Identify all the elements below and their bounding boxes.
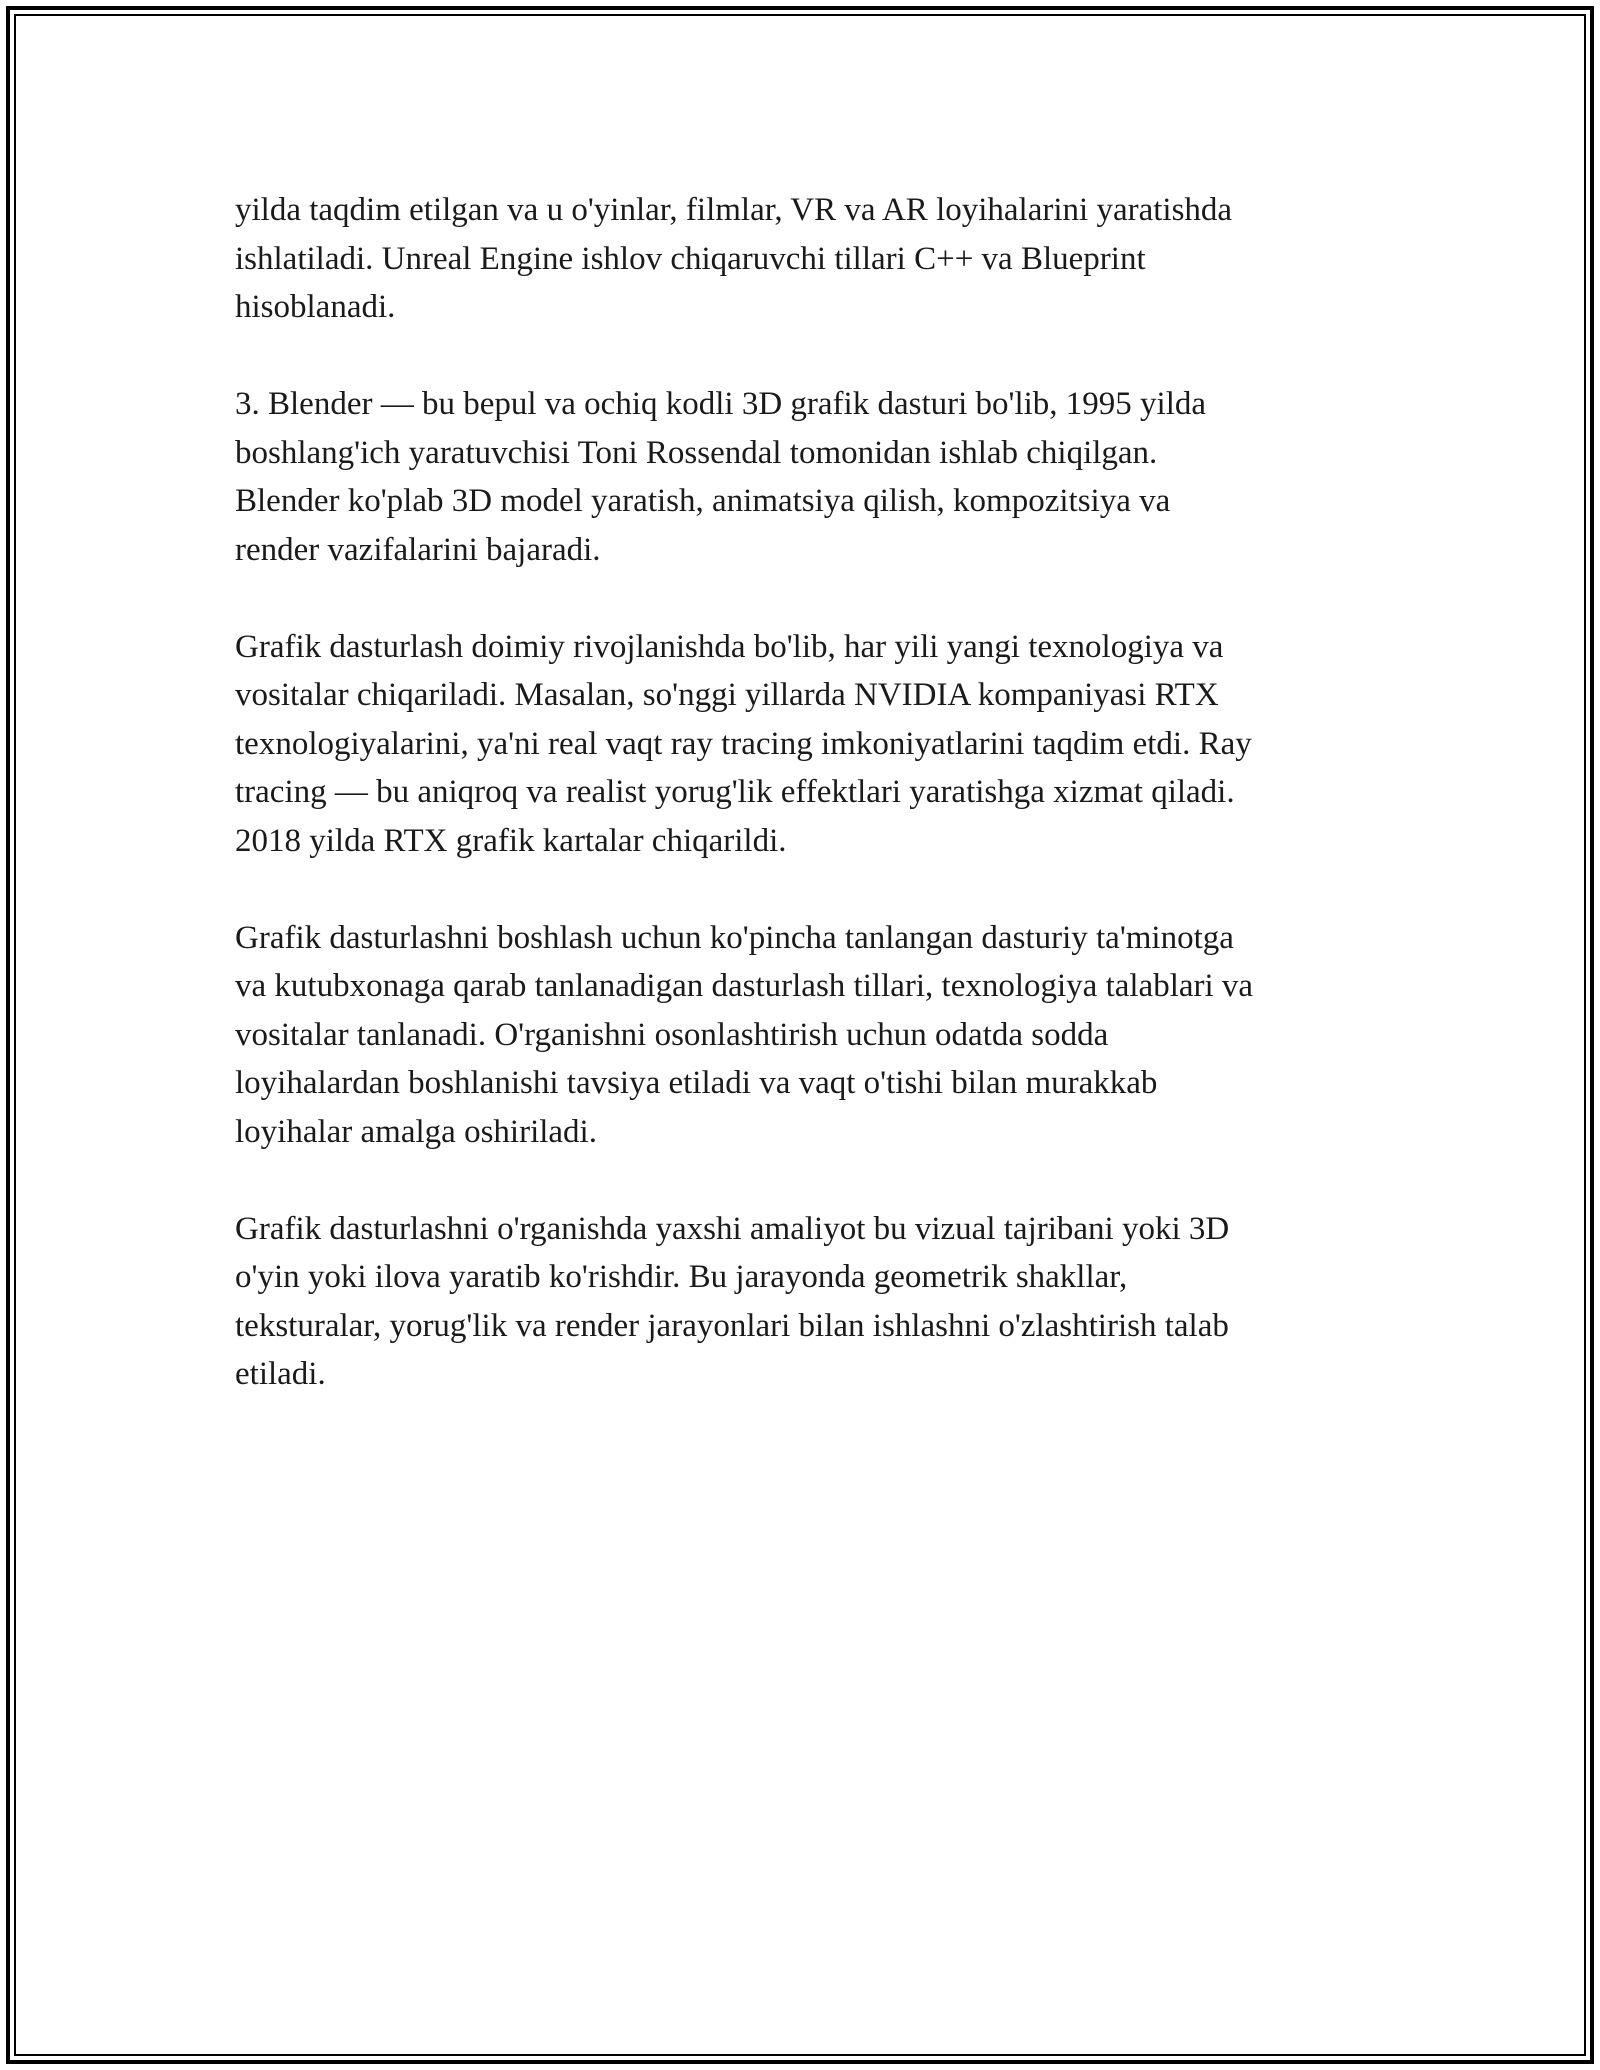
paragraph-rtx-ray-tracing: Grafik dasturlash doimiy rivojlanishda bo'lib, har yili yangi texnologiya va vositalar chiqariladi. Masalan, so'nggi yillarda NVIDIA kompaniyasi RTX texnologiyalarini, ya'ni real vaqt ray tracing imkoniyatlarini taqdim etdi. Ray tracing — bu aniqroq va realist yorug'lik effektlari yaratishga xizmat qiladi. 2018 yilda RTX grafik kartalar chiqarildi. [235,628,1252,859]
paragraph-good-practice: Grafik dasturlashni o'rganishda yaxshi amaliyot bu vizual tajribani yoki 3D o'yin yoki ilova yaratib ko'rishdir. Bu jarayonda geometrik shakllar, teksturalar, yorug'lik va render jarayonlari bilan ishlashni o'zlashtirish talab etiladi. [235,1210,1230,1392]
document-body [235,186,1385,1447]
paragraph-getting-started: Grafik dasturlashni boshlash uchun ko'pincha tanlangan dasturiy ta'minotga va kutubxonaga qarab tanlanadigan dasturlash tillari, texnologiya talablari va vositalar tanlanadi. O'rganishni osonlashtirish uchun odatda sodda loyihalardan boshlanishi tavsiya etiladi va vaqt o'tishi bilan murakkab loyihalar amalga oshiriladi. [235,919,1254,1150]
paragraph-unreal-engine-continued: yilda taqdim etilgan va u o'yinlar, filmlar, VR va AR loyihalarini yaratishda ishlatiladi. Unreal Engine ishlov chiqaruvchi tillari C++ va Blueprint hisoblanadi. [235,192,1233,325]
paragraph-blender: 3. Blender — bu bepul va ochiq kodli 3D grafik dasturi bo'lib, 1995 yilda boshlang'ich yaratuvchisi Toni Rossendal tomonidan ishlab chiqilgan. Blender ko'plab 3D model yaratish, animatsiya qilish, kompozitsiya va render vazifalarini bajaradi. [235,386,1207,568]
